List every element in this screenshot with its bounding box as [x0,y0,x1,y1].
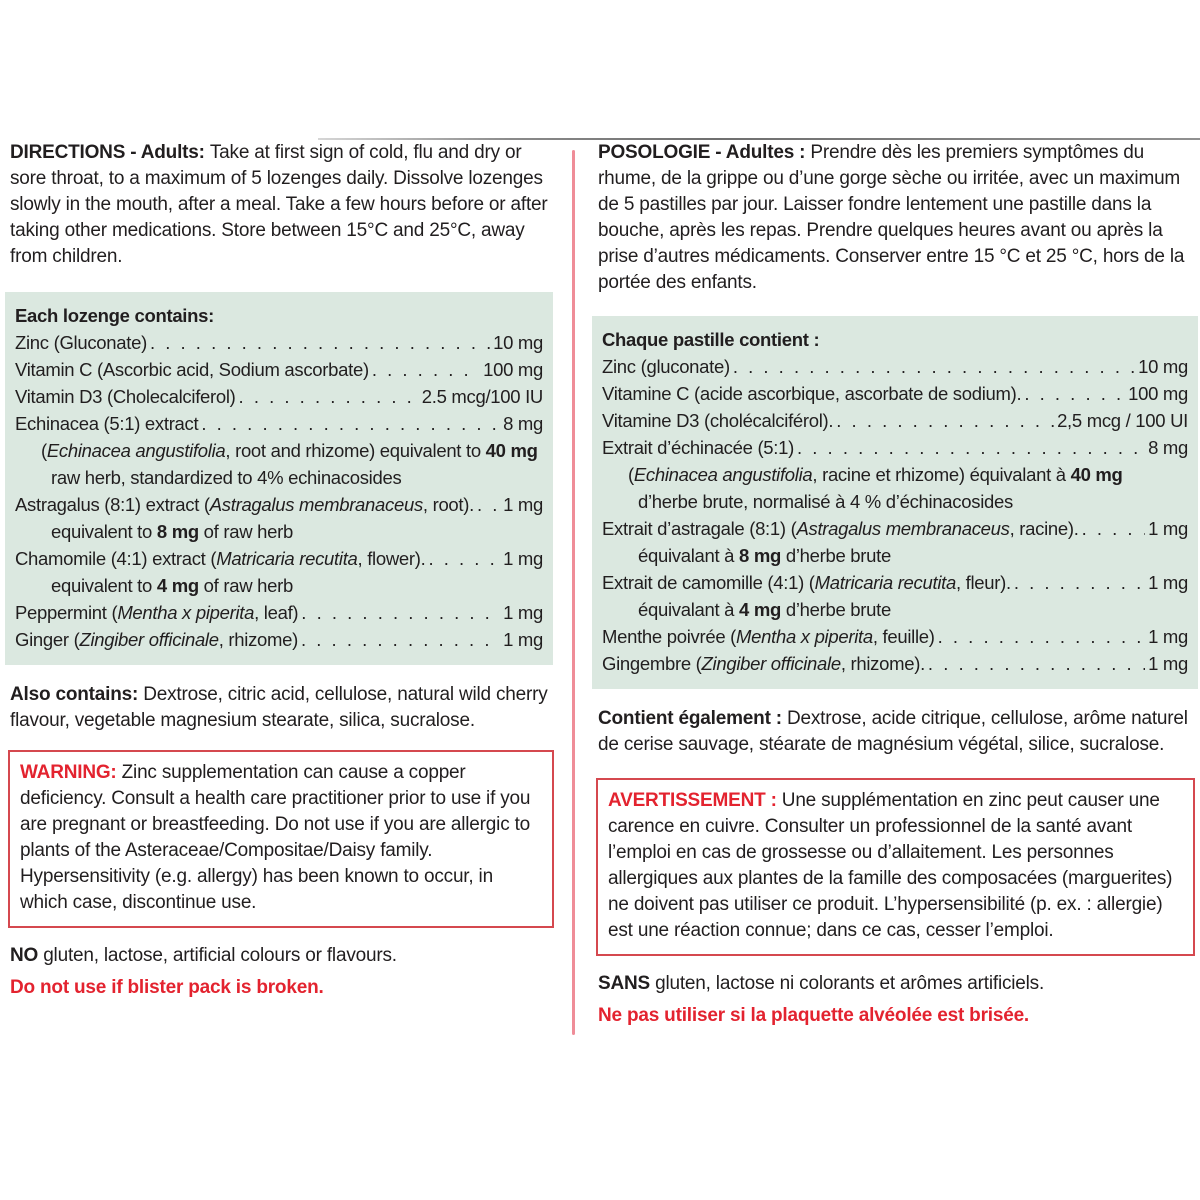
ingredient-name [602,650,925,677]
ingredient-row [602,380,1188,407]
ingredients-title-en: Each lozenge contains: [15,305,214,326]
ingredient-amount: 10 mg [493,332,543,353]
text-segment: Echinacea angustifolia [633,464,813,485]
text-segment: , root and rhizome) equivalent to [225,440,486,461]
text-segment: WARNING: [20,762,122,783]
ingredient-amount: 1 mg [1148,572,1188,593]
text-segment: Dextrose, citric acid, cellulose, natural wild cherry flavour, vegetable magnesium stearate, silica, sucralose. [10,684,548,731]
ingredient-row [602,596,1188,623]
english-panel [10,140,556,1001]
text-segment: DIRECTIONS - Adults: [10,142,210,163]
ingredient-name [638,596,891,623]
ingredient-name [602,407,833,434]
dot-leader [301,626,500,653]
text-segment: Zinc supplementation can cause a copper deficiency. Consult a health care practitioner prior to use if you are pregnant or breastfeeding. Do not use if you are allergic to plants of the Asteraceae/Compositae/Daisy family. Hypersensitivity (e.g. allergy) has been known to occur, in which case, discontinue use. [20,762,531,913]
french-panel [598,140,1190,1029]
ingredients-box-fr [592,316,1198,689]
ingredient-name [602,380,1021,407]
text-segment: gluten, lactose, artificial colours or flavours. [38,945,397,966]
text-segment: 8 mg [156,521,199,542]
dot-leader [733,353,1135,380]
also-contains-paragraph-fr [598,706,1190,758]
ingredient-row [15,329,543,356]
text-segment: Astragalus (8:1) extract ( [15,494,210,515]
text-segment: Une supplémentation en zinc peut causer une carence en cuivre. Consulter un professionnel de la santé avant l’emploi en cas de grossesse ou d’allaitement. Les personnes allergiques aux plantes de la famille des composacées (marguerites) ne doivent pas utiliser ce produit. L’hypersensibilité (p. ex. : allergie) est une réaction connue; dans ce cas, cesser l’emploi. [608,790,1173,941]
ingredient-name [51,518,293,545]
ingredient-name [15,599,298,626]
text-segment: , root). [422,494,474,515]
ingredient-row [602,488,1188,515]
ingredient-amount: 10 mg [1138,356,1188,377]
ingredient-row [15,518,543,545]
dot-leader [1024,380,1125,407]
text-segment: Ginger ( [15,629,80,650]
ingredient-row [15,356,543,383]
ingredient-name [15,410,198,437]
dot-leader [928,650,1145,677]
text-segment: , feuille) [872,626,935,647]
text-segment: , racine). [1009,518,1079,539]
ingredient-row [602,623,1188,650]
ingredient-name [602,623,935,650]
text-segment: Peppermint ( [15,602,118,623]
ingredient-amount: 1 mg [1148,518,1188,539]
ingredient-amount: 2.5 mcg/100 IU [421,386,543,407]
text-segment: Vitamine D3 (cholécalciférol). [602,410,834,431]
ingredient-amount: 1 mg [503,494,543,515]
text-segment: Menthe poivrée ( [602,626,737,647]
text-segment: Matricaria recutita [814,572,956,593]
ingredient-row [15,410,543,437]
ingredients-box-en [5,292,553,665]
ingredient-name [638,542,891,569]
ingredients-title-fr: Chaque pastille contient : [602,329,820,350]
ingredient-row [602,569,1188,596]
text-segment: of raw herb [198,575,293,596]
text-segment: Extrait de camomille (4:1) ( [602,572,815,593]
text-segment: raw herb, standardized to 4% echinacosides [51,467,402,488]
ingredient-name [15,356,369,383]
text-segment: Extrait d’astragale (8:1) ( [602,518,797,539]
ingredient-row [602,407,1188,434]
dot-leader [150,329,490,356]
text-segment: 40 mg [485,440,538,461]
ingredient-name [628,461,1123,488]
ingredient-amount: 1 mg [503,548,543,569]
warning-box-en [8,750,554,928]
no-gluten-line-fr [598,971,1190,997]
ingredient-name [602,569,1011,596]
dot-leader [201,410,500,437]
ingredient-row [15,599,543,626]
text-segment: 4 mg [156,575,199,596]
text-segment: d’herbe brute, normalisé à 4 % d’échinacosides [638,491,1013,512]
text-segment: Also contains: [10,684,144,705]
text-segment: Chamomile (4:1) extract ( [15,548,217,569]
ingredient-row [15,545,543,572]
ingredient-name [15,545,425,572]
text-segment: 8 mg [739,545,781,566]
ingredient-row [602,434,1188,461]
text-segment: ( [41,440,47,461]
text-segment: Astragalus membranaceus [209,494,423,515]
no-gluten-line-en [10,943,556,969]
ingredient-name [41,437,538,464]
ingredient-name [602,434,794,461]
text-segment: Vitamin C (Ascorbic acid, Sodium ascorbate) [15,359,369,380]
text-segment: Mentha x piperita [117,602,255,623]
ingredient-amount: 1 mg [1148,653,1188,674]
text-segment: gluten, lactose ni colorants et arômes artificiels. [650,973,1045,994]
ingredient-amount: 1 mg [503,602,543,623]
text-segment: Extrait d’échinacée (5:1) [602,437,794,458]
text-segment: , rhizome). [840,653,925,674]
ingredient-name [15,491,474,518]
dot-leader [477,491,500,518]
text-segment: equivalent to [51,575,157,596]
text-segment: Dextrose, acide citrique, cellulose, arôme naturel de cerise sauvage, stéarate de magnésium végétal, silice, sucralose. [598,708,1188,755]
text-segment: Zinc (gluconate) [602,356,730,377]
text-segment: Gingembre ( [602,653,702,674]
ingredient-amount: 100 mg [483,359,543,380]
ingredient-row [602,461,1188,488]
text-segment: equivalent to [51,521,157,542]
ingredient-name [602,515,1079,542]
ingredient-amount: 2,5 mcg / 100 UI [1057,410,1188,431]
ingredient-row [602,515,1188,542]
text-segment: of raw herb [198,521,293,542]
ingredient-name [15,329,147,356]
dot-leader [836,407,1054,434]
text-segment: équivalant à [638,545,740,566]
ingredient-row [15,437,543,464]
text-segment: d’herbe brute [781,599,891,620]
dot-leader [301,599,500,626]
ingredient-name [51,572,293,599]
ingredient-name [15,626,298,653]
ingredient-name [15,383,236,410]
text-segment: , rhizome) [218,629,298,650]
blister-warning-line-fr: Ne pas utiliser si la plaquette alvéolée est brisée. [598,1005,1030,1026]
text-segment: Take at first sign of cold, flu and dry or sore throat, to a maximum of 5 lozenges daily. Dissolve lozenges slowly in the mouth, after a meal. Take a few hours before or after taking other medications. Store between 15°C and 25°C, away from children. [10,142,548,267]
blister-warning-line-en: Do not use if blister pack is broken. [10,977,324,998]
ingredient-row [602,353,1188,380]
text-segment: , racine et rhizome) équivalant à [812,464,1071,485]
dot-leader [1014,569,1145,596]
text-segment: , leaf) [254,602,299,623]
text-segment: 40 mg [1070,464,1123,485]
text-segment: NO [10,945,39,966]
ingredients-list-en [15,329,543,653]
ingredient-amount: 100 mg [1128,383,1188,404]
dot-leader [239,383,419,410]
dot-leader [797,434,1145,461]
text-segment: Astragalus membranaceus [796,518,1010,539]
text-segment: Matricaria recutita [216,548,358,569]
warning-box-fr [596,778,1195,956]
column-divider-line [572,150,575,1035]
text-segment: AVERTISSEMENT : [608,790,782,811]
ingredients-list-fr [602,353,1188,677]
text-segment: Echinacea angustifolia [46,440,226,461]
ingredient-name [638,488,1013,515]
dot-leader [428,545,500,572]
text-segment: Contient également : [598,708,787,729]
dot-leader [1082,515,1145,542]
directions-paragraph-en [10,140,556,270]
text-segment: Vitamin D3 (Cholecalciferol) [15,386,236,407]
text-segment: Echinacea (5:1) extract [15,413,199,434]
also-contains-paragraph-en [10,682,556,734]
directions-paragraph-fr [598,140,1190,296]
ingredient-row [602,542,1188,569]
text-segment: SANS [598,973,650,994]
text-segment: Zingiber officinale [701,653,841,674]
ingredient-name [51,464,401,491]
ingredient-amount: 1 mg [503,629,543,650]
dot-leader [372,356,480,383]
dot-leader [938,623,1145,650]
ingredient-row [602,650,1188,677]
ingredient-name [602,353,730,380]
text-segment: équivalant à [638,599,740,620]
text-segment: d’herbe brute [781,545,891,566]
ingredient-amount: 1 mg [1148,626,1188,647]
ingredient-row [15,572,543,599]
text-segment: Prendre dès les premiers symptômes du rhume, de la grippe ou d’une gorge sèche ou irritée, avec un maximum de 5 pastilles par jour. Laisser fondre lentement une pastille dans la bouche, après les repas. Prendre quelques heures avant ou après la prise d’autres médicaments. Conserver entre 15 °C et 25 °C, hors de la portée des enfants. [598,142,1185,293]
text-segment: POSOLOGIE - Adultes : [598,142,811,163]
ingredient-amount: 8 mg [1148,437,1188,458]
text-segment: ( [628,464,634,485]
text-segment: , fleur). [955,572,1011,593]
text-segment: Vitamine C (acide ascorbique, ascorbate de sodium). [602,383,1022,404]
ingredient-amount: 8 mg [503,413,543,434]
text-segment: Mentha x piperita [736,626,873,647]
text-segment: 4 mg [739,599,781,620]
ingredient-row [15,626,543,653]
text-segment: Zinc (Gluconate) [15,332,147,353]
text-segment: Zingiber officinale [79,629,219,650]
ingredient-row [15,464,543,491]
text-segment: , flower). [357,548,426,569]
ingredient-row [15,383,543,410]
ingredient-row [15,491,543,518]
